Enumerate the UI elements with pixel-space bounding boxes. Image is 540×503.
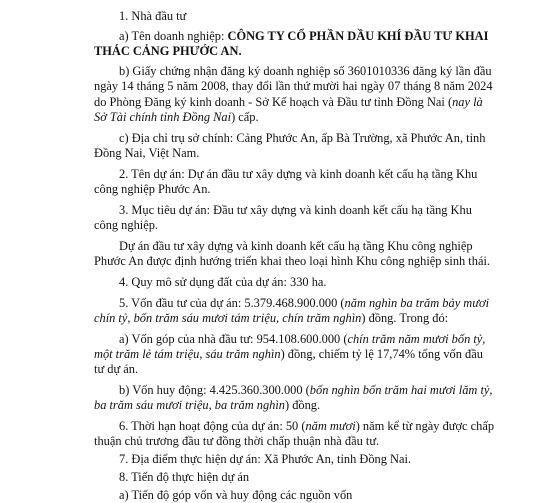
section-investor-heading: 1. Nhà đầu tư: [119, 9, 187, 23]
investment-capital-line-1: 5. Vốn đầu tư của dự án: 5.379.468.900.000 (năm nghìn ba trăm bảy mươi: [119, 296, 490, 310]
capital-schedule-line: a) Tiến độ góp vốn và huy động các nguồn vốn: [119, 488, 353, 502]
project-objective-line-2: công nghiệp.: [94, 218, 159, 232]
contributed-capital-line-2: một trăm lẻ tám triệu, sáu trăm nghìn) đồng, chiếm tỷ lệ 17,74% tổng vốn đầu: [94, 347, 483, 361]
registration-line-4: Sở Tài chính tỉnh Đồng Nai) cấp.: [94, 110, 259, 124]
project-name-line-2: công nghiệp Phước An.: [94, 182, 211, 196]
company-name: CÔNG TY CỔ PHẦN DẦU KHÍ ĐẦU TƯ KHAI: [227, 29, 489, 43]
location-line: 7. Địa điểm thực hiện dự án: Xã Phước An, tỉnh Đồng Nai.: [119, 452, 412, 466]
contributed-capital-line-1: a) Vốn góp của nhà đầu tư: 954.108.600.000 (chín trăm năm mươi bốn tỷ,: [119, 332, 486, 346]
company-name-cont: THÁC CẢNG PHƯỚC AN.: [94, 44, 242, 58]
project-objective-line-1: 3. Mục tiêu dự án: Đầu tư xây dựng và kinh doanh kết cấu hạ tầng Khu: [119, 203, 472, 217]
orientation-line-2: Phước An được định hướng triển khai theo loại hình Khu công nghiệp sinh thái.: [94, 254, 490, 268]
duration-line-2: thuận chủ trương đầu tư đồng thời chấp thuận nhà đầu tư.: [94, 434, 380, 448]
project-name-line-1: 2. Tên dự án: Dự án đầu tư xây dựng và kinh doanh kết cấu hạ tầng Khu: [119, 167, 478, 181]
registration-line-3: do Phòng Đăng ký kinh doanh - Sở Kế hoạch và Đầu tư tỉnh Đồng Nai (nay là: [94, 95, 483, 109]
duration-line-1: 6. Thời hạn hoạt động của dự án: 50 (năm mươi) năm kể từ ngày được chấp: [119, 419, 495, 433]
investment-capital-line-2: chín tỷ, bốn trăm sáu mươi tám triệu, chín trăm nghìn) đồng. Trong đó:: [94, 311, 449, 325]
orientation-line-1: Dự án đầu tư xây dựng và kinh doanh kết cấu hạ tầng Khu công nghiệp: [119, 239, 473, 253]
address-line-2: Đồng Nai, Việt Nam.: [94, 146, 200, 160]
land-scale-line: 4. Quy mô sử dụng đất của dự án: 330 ha.: [119, 275, 327, 289]
enterprise-name-line: a) Tên doanh nghiệp: CÔNG TY CỔ PHẦN DẦU KHÍ ĐẦU TƯ KHAI: [119, 29, 489, 43]
contributed-capital-line-3: tư dự án.: [94, 362, 139, 376]
schedule-heading: 8. Tiến độ thực hiện dự án: [119, 470, 250, 484]
registration-line-1: b) Giấy chứng nhận đăng ký doanh nghiệp số 3601010336 đăng ký lần đầu: [119, 64, 492, 78]
registration-line-2: ngày 14 tháng 5 năm 2008, thay đổi lần thứ mười hai ngày 07 tháng 8 năm 2024: [94, 79, 493, 93]
mobilized-capital-line-1: b) Vốn huy động: 4.425.360.300.000 (bốn nghìn bốn trăm hai mươi lăm tỷ,: [119, 383, 493, 397]
address-line-1: c) Địa chỉ trụ sở chính: Cảng Phước An, ấp Bà Trường, xã Phước An, tỉnh: [119, 131, 486, 145]
mobilized-capital-line-2: ba trăm sáu mươi triệu, ba trăm nghìn) đồng.: [94, 398, 321, 412]
